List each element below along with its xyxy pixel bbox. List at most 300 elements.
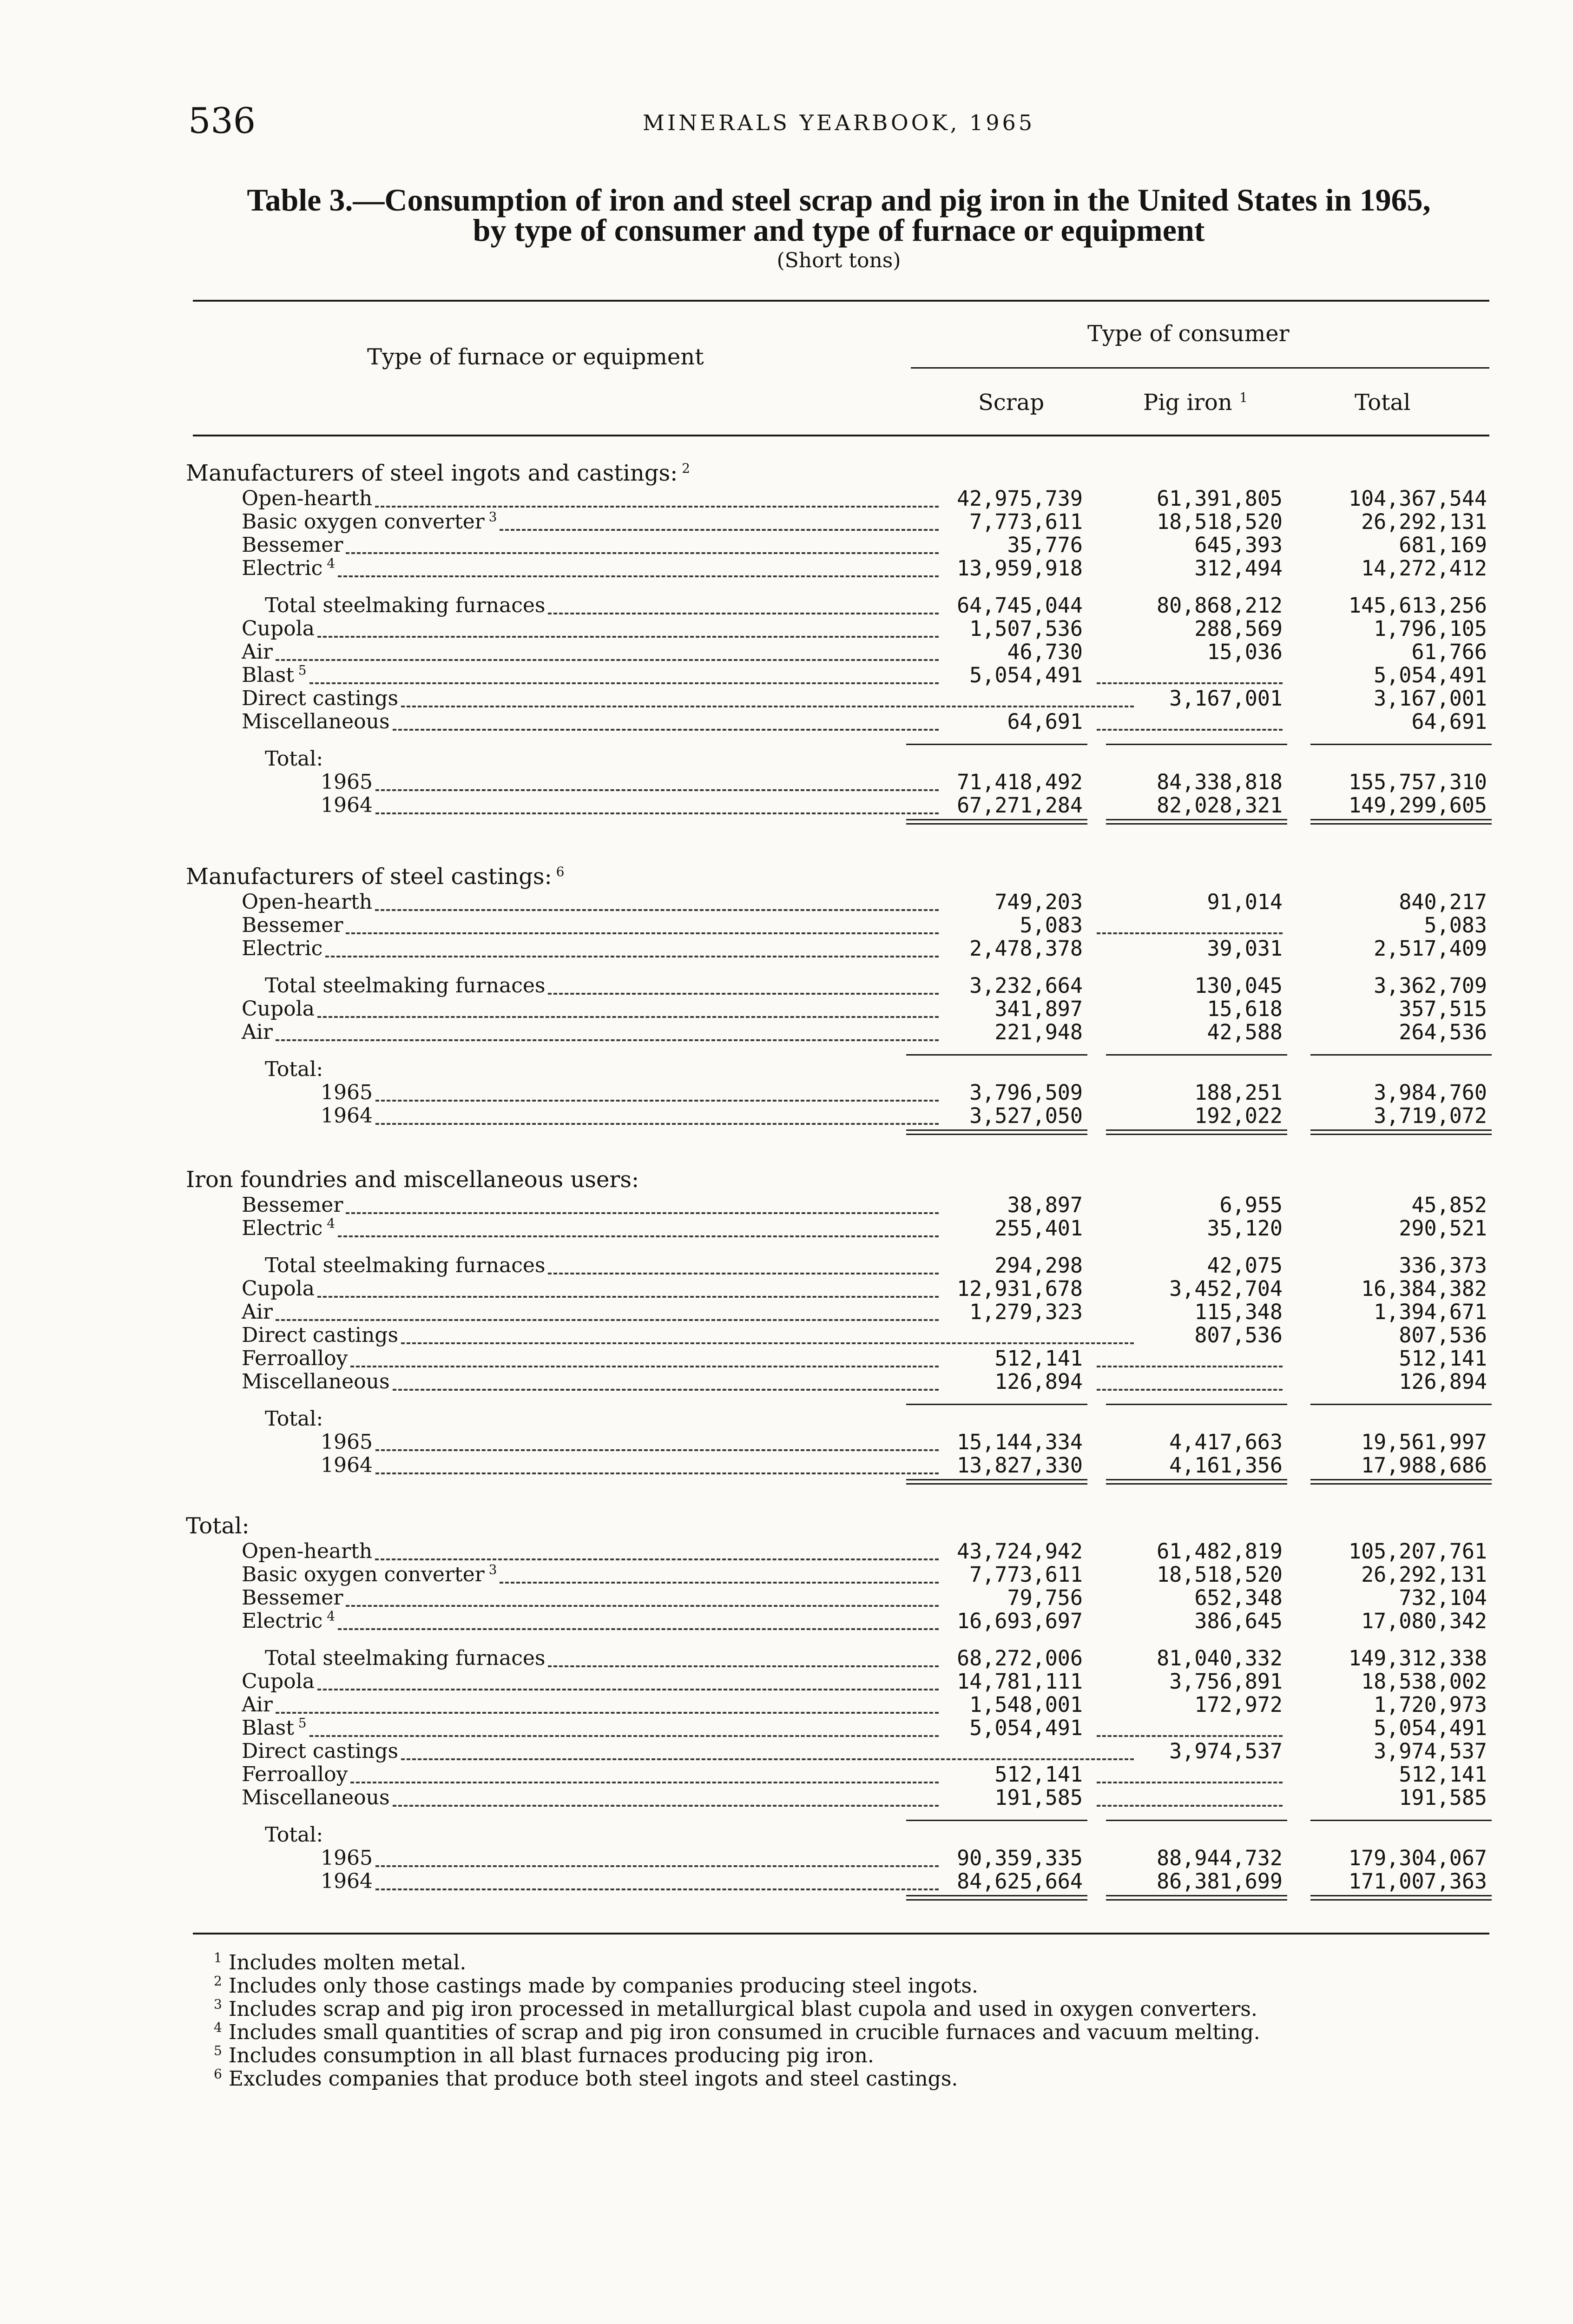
dot-leader <box>317 1296 939 1298</box>
sum-rule <box>906 744 1087 745</box>
row-label-text: Electric <box>242 1609 323 1633</box>
cell-scrap: 512,141 <box>994 1762 1083 1787</box>
column-header-pig-iron: Pig iron $^1$ <box>1143 390 1248 416</box>
dot-leader <box>375 789 939 791</box>
cell-pig-iron: 3,452,704 <box>1169 1276 1283 1301</box>
row-label <box>242 1563 497 1586</box>
row-label-text: Total: <box>265 1057 323 1081</box>
row-label <box>321 794 373 817</box>
dot-leader <box>401 706 1134 707</box>
table-row <box>0 1586 1573 1610</box>
cell-scrap: 7,773,611 <box>969 509 1083 534</box>
table-row <box>0 557 1573 580</box>
dot-leader <box>375 909 939 911</box>
table-row <box>0 1081 1573 1104</box>
double-rule <box>906 1899 1087 1901</box>
double-rule <box>1106 1899 1287 1901</box>
double-rule <box>1106 1134 1287 1135</box>
row-label-text: 1964 <box>321 1104 373 1128</box>
dot-leader <box>276 1039 939 1041</box>
footnote-text: Includes scrap and pig iron processed in metallurgical blast cupola and used in oxygen converters. <box>222 1997 1257 2021</box>
section-heading <box>186 460 690 486</box>
row-label <box>242 1586 343 1610</box>
cell-scrap: 3,527,050 <box>969 1103 1083 1128</box>
empty-cell-leader <box>1097 1805 1283 1807</box>
row-label <box>242 557 335 580</box>
dot-leader <box>350 1366 939 1367</box>
dot-leader <box>375 506 939 508</box>
double-rule <box>1106 823 1287 825</box>
cell-total: 840,217 <box>1399 890 1487 914</box>
row-label-text: Open-hearth <box>242 1539 373 1563</box>
table-row <box>0 1670 1573 1693</box>
cell-pig-iron: 91,014 <box>1207 890 1283 914</box>
cell-total: 61,766 <box>1411 640 1487 664</box>
row-label-text: Open-hearth <box>242 890 373 914</box>
cell-total: 19,561,997 <box>1361 1430 1487 1454</box>
row-label <box>242 1763 348 1786</box>
row-label-text: Ferroalloy <box>242 1347 348 1370</box>
dot-leader <box>346 1605 939 1607</box>
row-label-text: Air <box>242 1020 273 1044</box>
sum-rule <box>906 1054 1087 1056</box>
double-rule <box>1310 823 1492 825</box>
row-label <box>242 487 372 510</box>
cell-total: 17,988,686 <box>1361 1453 1487 1478</box>
row-label <box>242 1786 390 1809</box>
row-label <box>242 1194 343 1217</box>
footnote-mark: 5 <box>214 2043 222 2059</box>
dot-leader <box>346 932 939 934</box>
section-heading <box>186 864 564 890</box>
dot-leader <box>325 956 939 957</box>
table-row <box>0 1301 1573 1324</box>
cell-scrap: 13,959,918 <box>957 556 1083 581</box>
double-rule <box>906 1134 1087 1135</box>
row-label-text: Bessemer <box>242 1193 343 1217</box>
dot-leader <box>393 1805 939 1807</box>
cell-total: 45,852 <box>1411 1193 1487 1217</box>
row-label <box>321 771 373 794</box>
table-row <box>0 997 1573 1021</box>
cell-pig-iron: 15,618 <box>1207 997 1283 1021</box>
cell-scrap: 35,776 <box>1007 533 1083 557</box>
cell-pig-iron: 80,868,212 <box>1157 593 1283 618</box>
row-label-text: Total steelmaking furnaces <box>265 1254 546 1277</box>
double-rule <box>1106 819 1287 820</box>
table-row <box>0 1563 1573 1586</box>
table-units: (Short tons) <box>777 249 901 272</box>
row-label <box>242 1324 398 1347</box>
cell-total: 807,536 <box>1399 1323 1487 1347</box>
sum-rule <box>906 1820 1087 1821</box>
dot-leader <box>375 1888 939 1890</box>
dot-leader <box>338 575 939 577</box>
cell-total: 26,292,131 <box>1361 1562 1487 1587</box>
group-header-rule <box>911 367 1489 369</box>
cell-pig-iron: 61,482,819 <box>1157 1539 1283 1564</box>
cell-scrap: 255,401 <box>994 1216 1083 1241</box>
cell-total: 357,515 <box>1399 997 1487 1021</box>
row-label <box>242 1610 335 1633</box>
table-row <box>0 794 1573 817</box>
dot-leader <box>375 1472 939 1474</box>
table-row <box>0 617 1573 640</box>
table-row <box>0 664 1573 687</box>
column-header-total: Total <box>1355 390 1411 416</box>
cell-scrap: 13,827,330 <box>957 1453 1083 1478</box>
row-label <box>321 1847 373 1870</box>
cell-scrap: 46,730 <box>1007 640 1083 664</box>
cell-total: 17,080,342 <box>1361 1609 1487 1633</box>
cell-scrap: 90,359,335 <box>957 1846 1083 1870</box>
table-title-line-2: by type of consumer and type of furnace or equipment <box>473 212 1205 248</box>
cell-scrap: 43,724,942 <box>957 1539 1083 1564</box>
group-header: Type of consumer <box>1087 321 1290 347</box>
row-label-text: Bessemer <box>242 533 343 557</box>
table-title-line-1: Table 3.—Consumption of iron and steel scrap and pig iron in the United States in 1965, <box>247 182 1431 218</box>
footnote-ref: 4 <box>322 1608 336 1624</box>
cell-total: 1,796,105 <box>1374 616 1487 641</box>
row-label <box>242 1670 315 1693</box>
cell-pig-iron: 15,036 <box>1207 640 1283 664</box>
dot-leader <box>276 1319 939 1321</box>
cell-scrap: 512,141 <box>994 1346 1083 1371</box>
table-row <box>0 974 1573 997</box>
cell-total: 1,394,671 <box>1374 1300 1487 1324</box>
table-row <box>0 1407 1573 1431</box>
cell-total: 126,894 <box>1399 1369 1487 1394</box>
cell-scrap: 12,931,678 <box>957 1276 1083 1301</box>
cell-scrap: 191,585 <box>994 1785 1083 1810</box>
cell-pig-iron: 288,569 <box>1194 616 1283 641</box>
dot-leader <box>338 1235 939 1237</box>
cell-total: 5,054,491 <box>1374 1716 1487 1740</box>
dot-leader <box>500 529 939 531</box>
running-head <box>188 100 1489 142</box>
cell-total: 26,292,131 <box>1361 509 1487 534</box>
cell-scrap: 42,975,739 <box>957 486 1083 511</box>
table-row <box>0 1610 1573 1633</box>
sum-rule <box>1310 1820 1492 1821</box>
dot-leader <box>276 1712 939 1714</box>
section-heading <box>186 1167 639 1193</box>
table-row <box>0 1540 1573 1563</box>
cell-pig-iron: 3,974,537 <box>1169 1739 1283 1763</box>
row-label-text: Bessemer <box>242 1586 343 1610</box>
table-row <box>0 1693 1573 1717</box>
row-label-text: Miscellaneous <box>242 1370 390 1393</box>
cell-total: 264,536 <box>1399 1020 1487 1044</box>
dot-leader <box>401 1342 1134 1344</box>
section-heading-text: Iron foundries and miscellaneous users: <box>186 1167 639 1193</box>
cell-scrap: 38,897 <box>1007 1193 1083 1217</box>
table-row <box>0 1104 1573 1128</box>
section-heading-text: Manufacturers of steel ingots and castings: <box>186 460 678 486</box>
row-label-text: Electric <box>242 556 323 580</box>
table-row <box>0 1058 1573 1081</box>
footnote-text: Excludes companies that produce both steel ingots and steel castings. <box>222 2067 958 2091</box>
section-heading-text: Total: <box>186 1513 250 1539</box>
cell-total: 18,538,002 <box>1361 1669 1487 1694</box>
table-row <box>0 937 1573 960</box>
header-bottom-rule <box>193 435 1489 436</box>
row-label <box>242 1540 372 1563</box>
row-label-text: Direct castings <box>242 687 399 710</box>
row-label <box>242 1277 315 1301</box>
row-label-text: 1965 <box>321 1430 373 1454</box>
cell-pig-iron: 312,494 <box>1194 556 1283 581</box>
row-label-text: Miscellaneous <box>242 710 390 733</box>
row-label-text: Blast <box>242 663 294 687</box>
cell-scrap: 64,691 <box>1007 709 1083 734</box>
double-rule <box>1106 1483 1287 1485</box>
table-row <box>0 1786 1573 1809</box>
table-row <box>0 1347 1573 1370</box>
cell-total: 5,054,491 <box>1374 663 1487 687</box>
row-label <box>265 1823 323 1847</box>
dot-leader <box>317 1016 939 1018</box>
row-label-text: Basic oxygen converter <box>242 510 485 534</box>
row-label-text: Bessemer <box>242 913 343 937</box>
table-row <box>0 1763 1573 1786</box>
empty-cell-leader <box>1097 729 1283 731</box>
cell-scrap: 5,054,491 <box>969 1716 1083 1740</box>
row-label-text: Blast <box>242 1716 294 1740</box>
double-rule <box>906 1129 1087 1131</box>
row-label-text: Electric <box>242 937 323 960</box>
dot-leader <box>350 1782 939 1783</box>
cell-scrap: 126,894 <box>994 1369 1083 1394</box>
table-row <box>0 510 1573 534</box>
row-label-text: 1964 <box>321 1869 373 1893</box>
cell-pig-iron: 386,645 <box>1194 1609 1283 1633</box>
sum-rule <box>1310 1404 1492 1405</box>
row-label-text: Total: <box>265 1823 323 1847</box>
row-label <box>242 510 497 534</box>
cell-scrap: 84,625,664 <box>957 1869 1083 1894</box>
row-label-text: Air <box>242 640 273 664</box>
cell-total: 191,585 <box>1399 1785 1487 1810</box>
cell-pig-iron: 61,391,805 <box>1157 486 1283 511</box>
cell-total: 104,367,544 <box>1348 486 1487 511</box>
cell-pig-iron: 192,022 <box>1194 1103 1283 1128</box>
row-label-text: Open-hearth <box>242 487 373 510</box>
table-row <box>0 1277 1573 1301</box>
row-label-text: Ferroalloy <box>242 1763 348 1786</box>
footnote <box>214 2067 958 2091</box>
row-label-text: Direct castings <box>242 1323 399 1347</box>
cell-scrap: 15,144,334 <box>957 1430 1083 1454</box>
dot-leader <box>309 682 939 684</box>
cell-pig-iron: 172,972 <box>1194 1692 1283 1717</box>
row-label <box>265 594 545 617</box>
cell-total: 145,613,256 <box>1348 593 1487 618</box>
row-label <box>321 1081 373 1104</box>
row-label-text: Cupola <box>242 617 315 640</box>
cell-total: 149,299,605 <box>1348 793 1487 818</box>
row-label-text: Total steelmaking furnaces <box>265 1646 546 1670</box>
dot-leader <box>401 1758 1134 1760</box>
table-row <box>0 1870 1573 1893</box>
row-label <box>242 710 390 733</box>
table-row <box>0 914 1573 937</box>
cell-total: 105,207,761 <box>1348 1539 1487 1564</box>
double-rule <box>906 1895 1087 1896</box>
cell-pig-iron: 18,518,520 <box>1157 1562 1283 1587</box>
cell-scrap: 1,507,536 <box>969 616 1083 641</box>
cell-pig-iron: 6,955 <box>1219 1193 1283 1217</box>
dot-leader <box>346 552 939 554</box>
section-heading <box>186 1513 250 1539</box>
sum-rule <box>1106 744 1287 745</box>
cell-total: 512,141 <box>1399 1346 1487 1371</box>
cell-pig-iron: 188,251 <box>1194 1080 1283 1105</box>
footnote-mark: 4 <box>214 2020 222 2035</box>
cell-scrap: 79,756 <box>1007 1585 1083 1610</box>
table-row <box>0 710 1573 733</box>
row-label <box>242 937 322 960</box>
table-row <box>0 1740 1573 1763</box>
table-row <box>0 594 1573 617</box>
cell-pig-iron: 4,417,663 <box>1169 1430 1283 1454</box>
row-label <box>321 1104 373 1128</box>
sum-rule <box>1106 1054 1287 1056</box>
row-label <box>242 664 307 687</box>
cell-total: 5,083 <box>1424 913 1487 938</box>
table-row <box>0 1194 1573 1217</box>
empty-cell-leader <box>1097 1389 1283 1391</box>
cell-scrap: 14,781,111 <box>957 1669 1083 1694</box>
cell-scrap: 16,693,697 <box>957 1609 1083 1633</box>
double-rule <box>1310 1479 1492 1480</box>
cell-total: 681,169 <box>1399 533 1487 557</box>
cell-scrap: 294,298 <box>994 1253 1083 1278</box>
cell-scrap: 1,548,001 <box>969 1692 1083 1717</box>
empty-cell-leader <box>1097 1782 1283 1783</box>
double-rule <box>906 819 1087 820</box>
table-row <box>0 1717 1573 1740</box>
section-heading-text: Manufacturers of steel castings: <box>186 864 552 890</box>
cell-scrap: 5,054,491 <box>969 663 1083 687</box>
table-row <box>0 891 1573 914</box>
dot-leader <box>375 1123 939 1125</box>
cell-total: 171,007,363 <box>1348 1869 1487 1894</box>
sum-rule <box>1106 1820 1287 1821</box>
row-label <box>265 1407 323 1431</box>
empty-cell-leader <box>1097 1735 1283 1737</box>
dot-leader <box>375 1449 939 1451</box>
footnote <box>214 2044 874 2067</box>
cell-total: 3,167,001 <box>1374 686 1487 711</box>
footnote <box>214 2021 1260 2044</box>
table-row <box>0 687 1573 710</box>
cell-total: 1,720,973 <box>1374 1692 1487 1717</box>
dot-leader <box>375 1100 939 1102</box>
cell-pig-iron: 3,167,001 <box>1169 686 1283 711</box>
cell-scrap: 67,271,284 <box>957 793 1083 818</box>
row-label <box>242 1347 348 1370</box>
footnote-text: Includes only those castings made by companies producing steel ingots. <box>222 1974 979 1998</box>
cell-scrap: 2,478,378 <box>969 936 1083 961</box>
dot-leader <box>317 636 939 638</box>
cell-pig-iron: 81,040,332 <box>1157 1646 1283 1670</box>
cell-pig-iron: 4,161,356 <box>1169 1453 1283 1478</box>
row-label <box>321 1870 373 1893</box>
table-row <box>0 534 1573 557</box>
cell-pig-iron: 86,381,699 <box>1157 1869 1283 1894</box>
footnote-text: Includes molten metal. <box>222 1951 467 1974</box>
row-label <box>242 534 343 557</box>
table-row <box>0 1431 1573 1454</box>
cell-pig-iron: 82,028,321 <box>1157 793 1283 818</box>
row-label-text: 1964 <box>321 793 373 817</box>
cell-total: 179,304,067 <box>1348 1846 1487 1870</box>
row-label <box>242 997 315 1021</box>
row-label <box>321 1454 373 1477</box>
footnote-text: Includes consumption in all blast furnaces producing pig iron. <box>222 2044 874 2067</box>
row-label <box>321 1431 373 1454</box>
footnote <box>214 1974 978 1998</box>
row-label <box>242 1370 390 1393</box>
empty-cell-leader <box>1097 682 1283 684</box>
cell-pig-iron: 807,536 <box>1194 1323 1283 1347</box>
dot-leader <box>375 1865 939 1867</box>
row-label-text: Cupola <box>242 1670 315 1693</box>
cell-total: 2,517,409 <box>1374 936 1487 961</box>
row-label-text: Cupola <box>242 1277 315 1301</box>
double-rule <box>1310 1129 1492 1131</box>
cell-total: 3,984,760 <box>1374 1080 1487 1105</box>
table-row <box>0 1217 1573 1240</box>
stub-header: Type of furnace or equipment <box>367 344 704 370</box>
sum-rule <box>1106 1404 1287 1405</box>
cell-pig-iron: 3,756,891 <box>1169 1669 1283 1694</box>
dot-leader <box>500 1582 939 1584</box>
sum-rule <box>906 1404 1087 1405</box>
cell-scrap: 5,083 <box>1020 913 1083 938</box>
footnote-ref: 5 <box>294 1715 307 1731</box>
row-label-text: 1965 <box>321 1846 373 1870</box>
row-label <box>242 687 398 710</box>
cell-total: 3,719,072 <box>1374 1103 1487 1128</box>
cell-pig-iron: 645,393 <box>1194 533 1283 557</box>
double-rule <box>1310 819 1492 820</box>
dot-leader <box>393 729 939 731</box>
table-row <box>0 771 1573 794</box>
row-label-text: Electric <box>242 1216 323 1240</box>
cell-scrap: 3,796,509 <box>969 1080 1083 1105</box>
row-label <box>265 1647 545 1670</box>
cell-pig-iron: 115,348 <box>1194 1300 1283 1324</box>
footnote-ref: 5 <box>294 662 307 678</box>
footnote-ref: 3 <box>484 1562 497 1578</box>
double-rule <box>906 823 1087 825</box>
dot-leader <box>375 1558 939 1560</box>
table-row <box>0 1370 1573 1393</box>
running-title: MINERALS YEARBOOK, 1965 <box>642 110 1035 135</box>
table-row <box>0 1647 1573 1670</box>
row-label-text: Air <box>242 1300 273 1324</box>
cell-total: 336,373 <box>1399 1253 1487 1278</box>
row-label <box>242 1021 273 1044</box>
double-rule <box>1310 1483 1492 1485</box>
sum-rule <box>1310 1054 1492 1056</box>
row-label <box>265 1254 545 1277</box>
footnote-ref: 3 <box>484 509 497 525</box>
cell-pig-iron: 39,031 <box>1207 936 1283 961</box>
row-label <box>242 617 315 640</box>
